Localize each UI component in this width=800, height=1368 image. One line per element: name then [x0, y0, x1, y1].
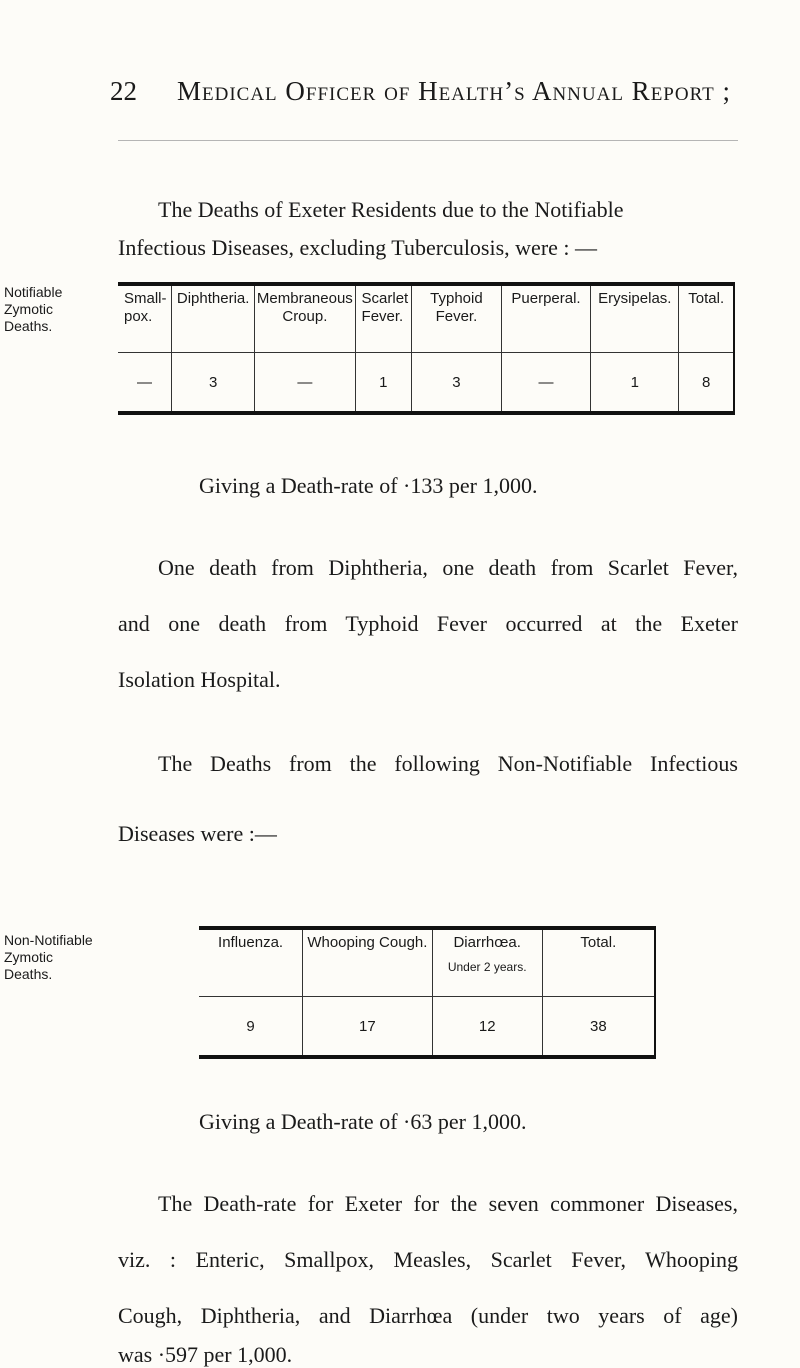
notifiable-deaths-table	[118, 282, 735, 415]
commoner-diseases-paragraph	[118, 1176, 738, 1344]
intro-line: Infectious Diseases, excluding Tuberculosis, were : —	[118, 235, 598, 260]
non-notifiable-intro-2: Diseases were :—	[118, 821, 277, 846]
note-line: One death from Diphtheria, one death from Scarlet Fever,	[158, 555, 738, 580]
column-header	[432, 928, 542, 997]
margin-note-notifiable: Notifiable Zymotic Deaths.	[4, 284, 63, 334]
column-header-label: Diarrhœa.	[453, 934, 521, 951]
table-cell: —	[118, 353, 172, 414]
column-header: Membraneous Croup.	[255, 284, 355, 353]
table-row	[199, 997, 655, 1058]
note-line: and one death from Typhoid Fever occurred at the Exeter	[118, 611, 738, 636]
margin-note-non-notifiable: Non-Notifiable Zymotic Deaths.	[4, 932, 93, 982]
table-header-row	[199, 928, 655, 997]
intro-line: The Deaths from the following Non-Notifiable Infectious	[158, 751, 738, 776]
hospital-note	[118, 540, 738, 652]
table-row	[118, 353, 734, 414]
table-cell: 3	[172, 353, 255, 414]
table-cell: —	[501, 353, 590, 414]
column-header: Whooping Cough.	[303, 928, 433, 997]
column-header: Puerperal.	[501, 284, 590, 353]
running-title: Medical Officer of Health’s Annual Report ;	[177, 76, 731, 106]
hospital-note-end: Isolation Hospital.	[118, 667, 281, 692]
table-cell: 12	[432, 997, 542, 1058]
non-notifiable-deaths-table	[199, 926, 656, 1059]
non-notifiable-intro	[158, 736, 738, 792]
table-cell: —	[255, 353, 355, 414]
column-header: Diphtheria.	[172, 284, 255, 353]
column-subheader: Under 2 years.	[447, 960, 527, 974]
notifiable-intro	[158, 182, 738, 238]
paragraph-line: viz. : Enteric, Smallpox, Measles, Scarlet Fever, Whooping	[118, 1247, 738, 1272]
column-header: Total.	[679, 284, 734, 353]
column-header: Influenza.	[199, 928, 303, 997]
paragraph-line: The Death-rate for Exeter for the seven commoner Diseases,	[158, 1191, 738, 1216]
column-header: Typhoid Fever.	[411, 284, 501, 353]
column-header: Small-pox.	[118, 284, 172, 353]
table-cell: 3	[411, 353, 501, 414]
table-header-row	[118, 284, 734, 353]
table-cell: 17	[303, 997, 433, 1058]
table-cell: 8	[702, 373, 711, 391]
table-cell: 9	[199, 997, 303, 1058]
notifiable-intro-2	[118, 235, 738, 260]
table-cell: 1	[355, 353, 411, 414]
page-number: 22	[110, 76, 137, 106]
intro-line: The Deaths of Exeter Residents due to the Notifiable	[158, 197, 624, 222]
table-cell: 1	[591, 353, 679, 414]
column-header: Total.	[542, 928, 655, 997]
commoner-diseases-end: was ·597 per 1,000.	[118, 1342, 293, 1367]
column-header: Scarlet Fever.	[355, 284, 411, 353]
paragraph-line: Cough, Diphtheria, and Diarrhœa (under two years of age)	[118, 1303, 738, 1328]
table-cell: 38	[590, 1017, 607, 1035]
non-notifiable-death-rate: Giving a Death-rate of ·63 per 1,000.	[199, 1109, 527, 1134]
column-header: Erysipelas.	[591, 284, 679, 353]
header-rule	[118, 140, 738, 141]
notifiable-death-rate: Giving a Death-rate of ·133 per 1,000.	[199, 473, 538, 498]
